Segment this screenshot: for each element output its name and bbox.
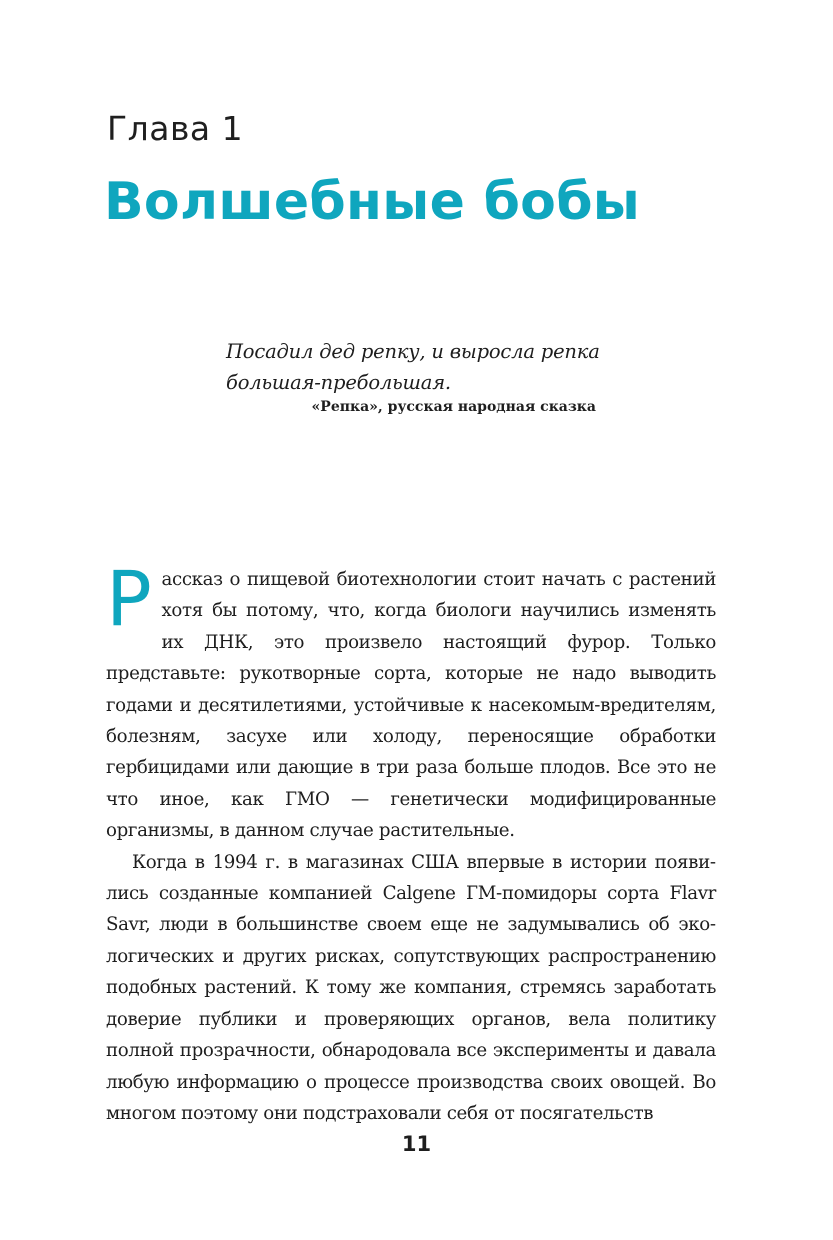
epigraph-source: «Репка», русская народная сказка	[311, 399, 596, 415]
epigraph-line-2: большая-пребольшая.	[226, 371, 451, 394]
drop-cap: Р	[106, 554, 152, 643]
chapter-title: Волшебные бобы	[104, 172, 641, 232]
chapter-label: Глава 1	[107, 109, 244, 148]
paragraph-1-text: ассказ о пищевой биотехнологии стоит начать с растений хотя бы потому, что, когда биологи научились изменять их ДНК, это произвело настоящий фурор. Только представьте: рукотворные сорта, которые не надо выводить годами и десятилетиями, устойчивые к насекомым-вредителям, болезням, засухе или холоду, переносящие обработки гербицидами или дающие в три раза больше плодов. Все это не что иное, как ГМО — генетически модифицированные организмы, в данном случае растительные.	[106, 569, 716, 842]
epigraph-line-1: Посадил дед репку, и выросла репка	[226, 340, 600, 363]
body-text	[106, 554, 716, 1129]
paragraph-2: Когда в 1994 г. в магазинах США впервые в истории появились созданные компанией Calgene ГМ-помидоры сорта Flavr Savr, люди в большинстве своем еще не задумывались об экологических и других рисках, сопутствующих распространению подобных растений. К тому же компания, стремясь заработать доверие публики и проверяющих органов, вела политику полной прозрачности, обнародовала все эксперименты и давала любую информацию о процессе производства своих овощей. Во многом поэтому они подстраховали себя от посягательств	[106, 851, 716, 1124]
paragraph-1	[106, 554, 716, 847]
epigraph	[226, 336, 626, 415]
page-number: 11	[401, 1132, 432, 1156]
